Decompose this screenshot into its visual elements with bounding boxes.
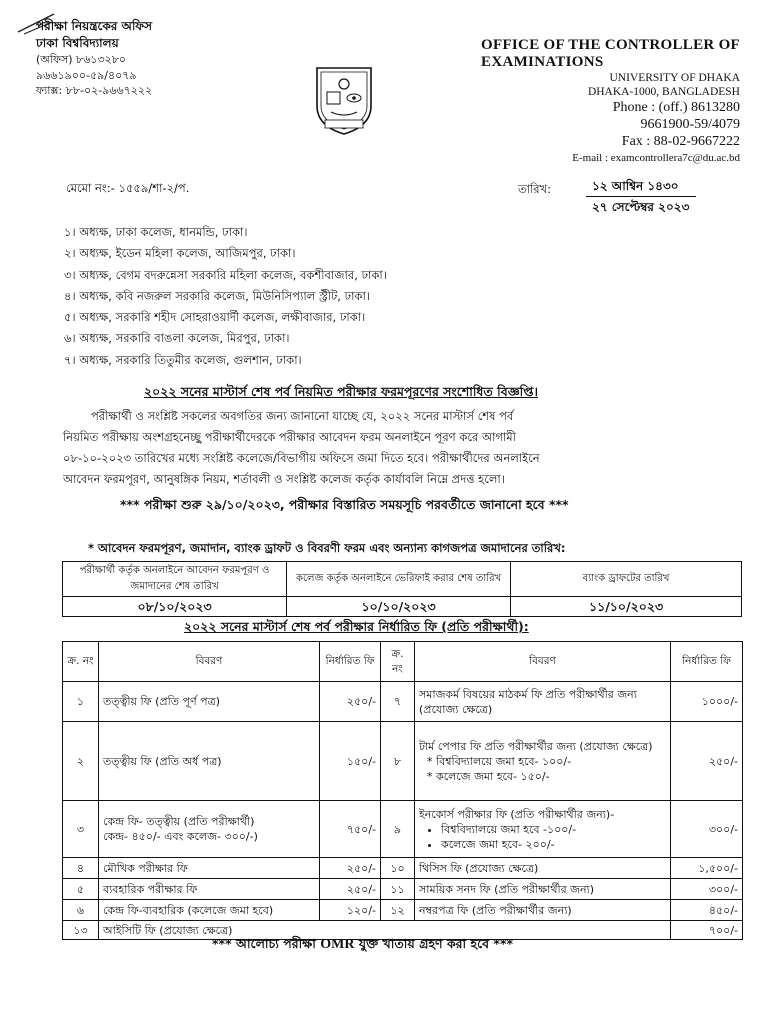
sl-cell: ৭ xyxy=(381,682,415,722)
desc-cell: সমাজকর্ম বিষয়ের মাঠকর্ম ফি প্রতি পরীক্ষার্থীর জন্য (প্রযোজ্য ক্ষেত্রে) xyxy=(415,682,671,722)
university-english: UNIVERSITY OF DHAKA xyxy=(609,72,740,84)
fee-cell: ১৫০/- xyxy=(320,722,381,801)
sl-cell: ১৩ xyxy=(63,921,99,940)
recipient-item: ৭। অধ্যক্ষ, সরকারি তিতুমীর কলেজ, গুলশান, ঢাকা। xyxy=(64,352,302,367)
footer-text: *** আলোচ্য পরীক্ষা xyxy=(212,936,321,951)
sl-cell: ১১ xyxy=(381,879,415,900)
memo-number: মেমো নং:- ১৫৫৯/শা-২/প. xyxy=(66,181,190,195)
fee-cell: ৪৫০/- xyxy=(671,900,743,921)
fee-cell: ১২০/- xyxy=(320,900,381,921)
office-phone-bangla: (অফিস) ৮৬১৩২৮০ xyxy=(36,53,127,66)
header-desc: বিবরণ xyxy=(99,642,320,682)
recipient-list xyxy=(64,222,387,371)
dates-header-cell: ব্যাংক ড্রাফটের তারিখ xyxy=(511,562,742,597)
desc-cell: নম্বরপত্র ফি (প্রতি পরীক্ষার্থীর জন্য) xyxy=(415,900,671,921)
phone-english: Phone : (off.) 8613280 xyxy=(612,100,740,115)
table-row xyxy=(63,858,743,879)
header-left-block xyxy=(36,18,152,99)
omr-footer-note xyxy=(212,936,513,956)
sl-cell: ৩ xyxy=(63,801,99,858)
sl-cell: ১ xyxy=(63,682,99,722)
dates-table-header-row xyxy=(63,562,742,597)
desc-sub: * বিশ্ববিদ্যালয়ে জমা হবে- ১০০/- xyxy=(427,754,572,768)
paragraph-line: পরীক্ষার্থী ও সংশ্লিষ্ট সকলের অবগতির জন্য জানানো যাচ্ছে যে, ২০২২ সনের মাস্টার্স শেষ পর্ব xyxy=(91,409,514,423)
desc-cell: থিসিস ফি (প্রযোজ্য ক্ষেত্রে) xyxy=(415,858,671,879)
exam-start-notice: *** পরীক্ষা শুরু ২৯/১০/২০২৩, পরীক্ষার বিস্তারিত সময়সূচি পরবর্তীতে জানানো হবে *** xyxy=(120,497,569,512)
recipient-item: ২। অধ্যক্ষ, ইডেন মহিলা কলেজ, আজিমপুর, ঢাকা। xyxy=(64,246,296,261)
address-english: DHAKA-1000, BANGLADESH xyxy=(587,86,740,98)
desc-cell xyxy=(99,801,320,858)
date-label: তারিখ: xyxy=(518,182,552,196)
fee-table-heading: ২০২২ সনের মাস্টার্স শেষ পর্ব পরীক্ষার নির্ধারিত ফি (প্রতি পরীক্ষার্থী): xyxy=(184,619,529,634)
sl-cell: ২ xyxy=(63,722,99,801)
recipient-item: ৩। অধ্যক্ষ, বেগম বদরুন্নেসা সরকারি মহিলা কলেজ, বকশীবাজার, ঢাকা। xyxy=(64,267,387,282)
desc-cell: তত্ত্বীয় ফি (প্রতি পূর্ণ পত্র) xyxy=(99,682,320,722)
table-row xyxy=(63,879,743,900)
desc-cell: মৌখিক পরীক্ষার ফি xyxy=(99,858,320,879)
table-row xyxy=(63,722,743,801)
fee-cell: ২৫০/- xyxy=(671,722,743,801)
header-desc: বিবরণ xyxy=(415,642,671,682)
phone-english-2: 9661900-59/4079 xyxy=(640,117,740,132)
table-row xyxy=(63,801,743,858)
fax-bangla: ফ্যাক্স: ৮৮-০২-৯৬৬৭২২২ xyxy=(36,84,153,97)
recipient-item: ৪। অধ্যক্ষ, কবি নজরুল সরকারি কলেজ, মিউনিসিপ্যাল স্ট্রীট, ঢাকা। xyxy=(64,288,370,303)
desc-main: টার্ম পেপার ফি প্রতি পরীক্ষার্থীর জন্য (প্রযোজ্য ক্ষেত্রে) xyxy=(419,739,653,753)
office-title-english: OFFICE OF THE CONTROLLER OF xyxy=(481,37,740,53)
desc-cell: তত্ত্বীয় ফি (প্রতি অর্ধ পত্র) xyxy=(99,722,320,801)
dates-table-heading: * আবেদন ফরমপূরণ, জমাদান, ব্যাংক ড্রাফট ও বিবরণী ফরম এবং অন্যান্য কাগজপত্র জমাদানের তারিখ: xyxy=(88,541,566,555)
desc-bullet: • কলেজে জমা হবে- ২০০/- xyxy=(441,837,666,852)
paragraph-line: আবেদন ফরমপূরণ, আনুষঙ্গিক নিয়ম, শর্তাবলী ও সংশ্লিষ্ট কলেজ কর্তৃক কার্যাবলি নিম্নে প্রদত্ত হলো। xyxy=(63,472,505,486)
office-title-english-2: EXAMINATIONS xyxy=(481,54,604,70)
office-name-bangla: পরীক্ষা নিয়ন্ত্রকের অফিস xyxy=(36,19,153,33)
sl-cell: ৮ xyxy=(381,722,415,801)
desc-cell xyxy=(415,801,671,858)
email-english: E-mail : examcontrollera7c@du.ac.bd xyxy=(572,152,740,164)
header-sl: ক্র. নং xyxy=(63,642,99,682)
fee-table xyxy=(62,641,743,940)
phone-numbers-bangla: ৯৬৬১৯০০-৫৯/৪০৭৯ xyxy=(36,68,137,82)
desc-cell: কেন্দ্র ফি-ব্যবহারিক (কলেজে জমা হবে) xyxy=(99,900,320,921)
desc-sub: কেন্দ্র- ৪৫০/- এবং কলেজ- ৩০০/-) xyxy=(103,830,258,843)
dates-header-cell: কলেজ কর্তৃক অনলাইনে ভেরিফাই করার শেষ তারিখ xyxy=(287,562,511,597)
date-gregorian: ২৭ সেপ্টেম্বর ২০২৩ xyxy=(592,200,690,214)
fee-cell: ৩০০/- xyxy=(671,801,743,858)
table-row xyxy=(63,682,743,722)
dates-value-cell: ১০/১০/২০২৩ xyxy=(287,597,511,617)
fee-cell: ১,৫০০/- xyxy=(671,858,743,879)
sl-cell: ৪ xyxy=(63,858,99,879)
header-sl: ক্র. নং xyxy=(381,642,415,682)
fee-table-header-row xyxy=(63,642,743,682)
paragraph-line: নিয়মিত পরীক্ষায় অংশগ্রহনেচ্ছু পরীক্ষার্থীদেরকে পরীক্ষার আবেদন ফরম অনলাইনে পূরণ করে আগামী xyxy=(63,430,516,444)
desc-cell: ব্যবহারিক পরীক্ষার ফি xyxy=(99,879,320,900)
dates-value-cell: ০৮/১০/২০২৩ xyxy=(63,597,287,617)
dates-table xyxy=(62,561,742,617)
desc-cell: সাময়িক সনদ ফি (প্রতি পরীক্ষার্থীর জন্য) xyxy=(415,879,671,900)
fee-cell: ২৫০/- xyxy=(320,879,381,900)
date-divider xyxy=(586,196,696,197)
recipient-item: ৬। অধ্যক্ষ, সরকারি বাঙলা কলেজ, মিরপুর, ঢাকা। xyxy=(64,331,290,346)
fee-cell: ৩০০/- xyxy=(671,879,743,900)
sl-cell: ৫ xyxy=(63,879,99,900)
fee-cell: ২৫০/- xyxy=(320,858,381,879)
recipient-item: ১। অধ্যক্ষ, ঢাকা কলেজ, ধানমন্ডি, ঢাকা। xyxy=(64,225,248,239)
dates-header-cell: পরীক্ষার্থী কর্তৃক অনলাইনে আবেদন ফরমপূরণ ও জমাদানের শেষ তারিখ xyxy=(63,562,287,597)
fee-cell: ২৫০/- xyxy=(320,682,381,722)
recipient-item: ৫। অধ্যক্ষ, সরকারি শহীদ সোহরাওয়ার্দী কলেজ, লক্ষীবাজার, ঢাকা। xyxy=(64,310,366,325)
university-seal-logo xyxy=(313,62,375,136)
desc-bullet-list xyxy=(419,822,666,852)
footer-text: যুক্ত খাতায় গ্রহণ করা হবে *** xyxy=(354,936,514,951)
omr-text: OMR xyxy=(320,937,355,952)
fee-cell: ৭০০/- xyxy=(671,921,743,940)
desc-main: ইনকোর্স পরীক্ষার ফি (প্রতি পরীক্ষার্থীর জন্য)- xyxy=(419,807,615,821)
header-fee: নির্ধারিত ফি xyxy=(320,642,381,682)
dates-table-value-row xyxy=(63,597,742,617)
fax-english: Fax : 88-02-9667222 xyxy=(621,134,740,149)
notice-title: ২০২২ সনের মাস্টার্স শেষ পর্ব নিয়মিত পরীক্ষার ফরমপূরণের সংশোধিত বিজ্ঞপ্তি। xyxy=(144,384,538,399)
desc-cell xyxy=(415,722,671,801)
fee-cell: ৭৫০/- xyxy=(320,801,381,858)
desc-main: কেন্দ্র ফি- তত্ত্বীয় (প্রতি পরীক্ষার্থী) xyxy=(103,815,255,828)
university-name-bangla: ঢাকা বিশ্ববিদ্যালয় xyxy=(36,36,119,50)
notice-paragraph xyxy=(63,406,703,490)
desc-cell: আইসিটি ফি (প্রযোজ্য ক্ষেত্রে) xyxy=(99,921,671,940)
desc-bullet: • বিশ্ববিদ্যালয়ে জমা হবে -১০০/- xyxy=(441,822,666,837)
sl-cell: ৬ xyxy=(63,900,99,921)
paragraph-line: ০৮-১০-২০২৩ তারিখের মধ্যে সংশ্লিষ্ট কলেজে/বিভাগীয় অফিসে জমা দিতে হবে। পরীক্ষার্থীদের অনলাইনে xyxy=(63,451,540,465)
sl-cell: ১০ xyxy=(381,858,415,879)
date-bangla-calendar: ১২ আশ্বিন ১৪৩০ xyxy=(592,179,679,193)
sl-cell: ৯ xyxy=(381,801,415,858)
dates-value-cell: ১১/১০/২০২৩ xyxy=(511,597,742,617)
sl-cell: ১২ xyxy=(381,900,415,921)
desc-sub: * কলেজে জমা হবে- ১৫০/- xyxy=(427,769,550,783)
table-row xyxy=(63,900,743,921)
header-right-block xyxy=(481,37,740,166)
header-fee: নির্ধারিত ফি xyxy=(671,642,743,682)
fee-cell: ১০০০/- xyxy=(671,682,743,722)
